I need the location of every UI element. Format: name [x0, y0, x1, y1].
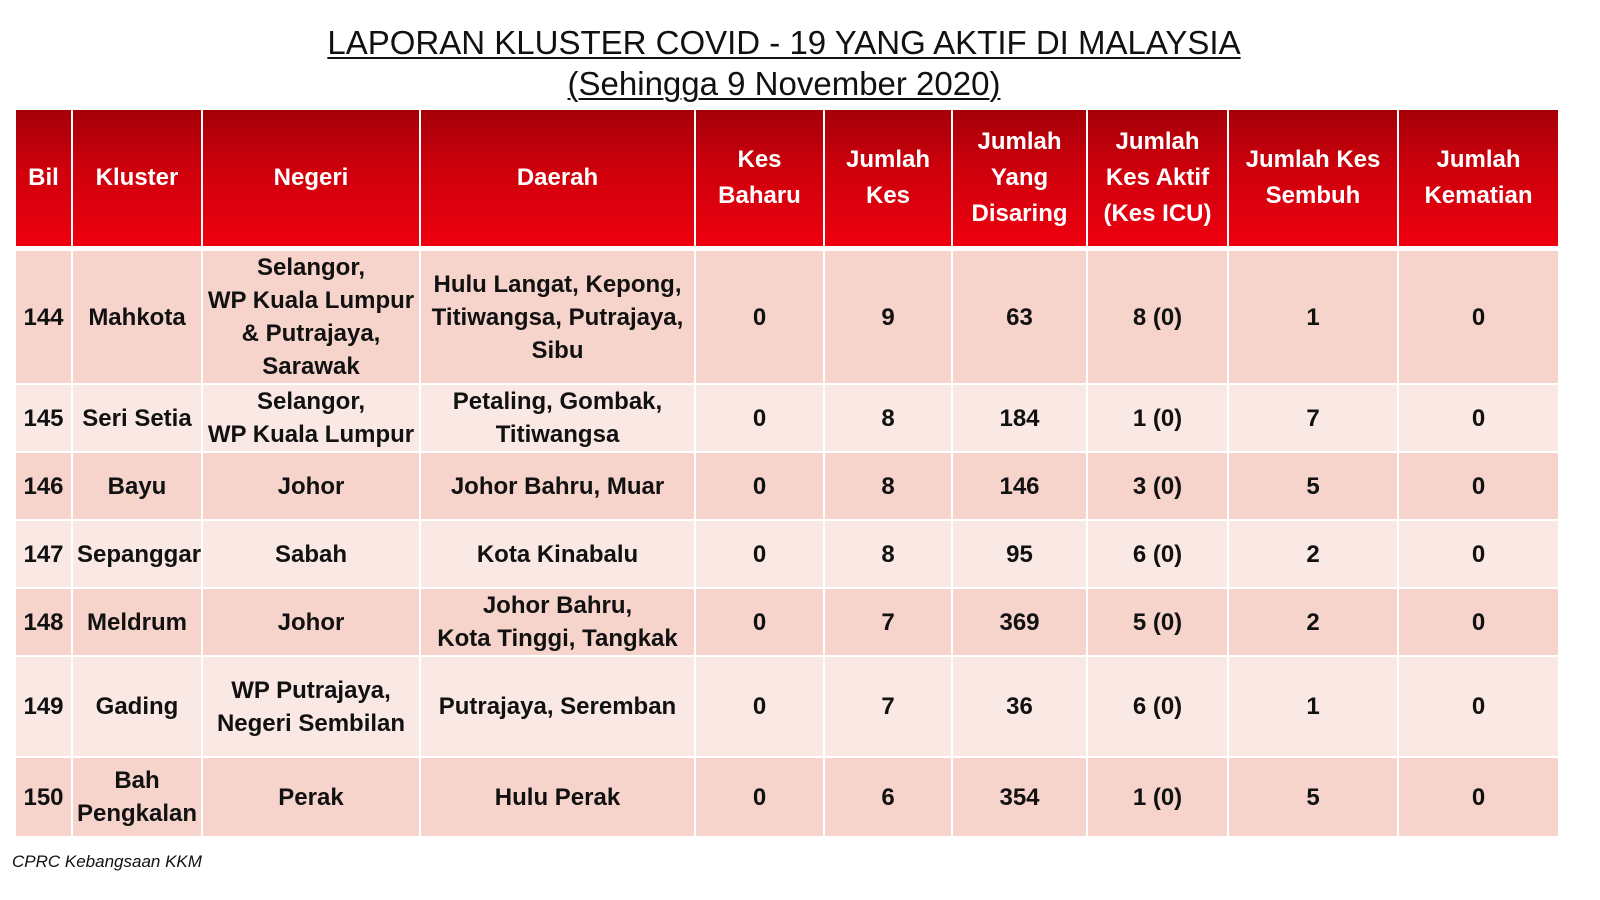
table-body [16, 251, 1558, 838]
header-text-line: Kluster [95, 164, 179, 191]
cell-kluster [73, 251, 201, 385]
cell-jumlah-kes: 7 [825, 657, 951, 758]
cell-text-line: Hulu Langat, Kepong, [433, 270, 682, 298]
cell-kematian: 0 [1399, 453, 1558, 521]
cell-kes-aktif-icu: 1 (0) [1088, 758, 1227, 838]
table-header-row [16, 110, 1558, 251]
table-row [16, 589, 1558, 657]
cell-kes-baharu: 0 [696, 657, 823, 758]
cell-negeri [203, 385, 419, 453]
cell-kluster [73, 385, 201, 453]
cell-text-line: Perak [278, 783, 344, 811]
cell-jumlah-kes: 6 [825, 758, 951, 838]
header-text-line: Kes Aktif [1105, 164, 1210, 191]
header-kematian [1399, 110, 1558, 251]
header-text-line: Jumlah [1115, 128, 1200, 155]
cell-kes-aktif-icu: 3 (0) [1088, 453, 1227, 521]
cell-jumlah-disaring: 146 [953, 453, 1086, 521]
cell-bil: 149 [16, 657, 71, 758]
cell-bil: 150 [16, 758, 71, 838]
cell-text-line: Meldrum [86, 608, 187, 636]
cell-text-line: Titiwangsa, Putrajaya, [431, 303, 684, 331]
cell-jumlah-disaring: 369 [953, 589, 1086, 657]
header-text-line: Disaring [971, 200, 1068, 227]
cell-bil: 145 [16, 385, 71, 453]
cell-kematian: 0 [1399, 657, 1558, 758]
cell-kes-baharu: 0 [696, 385, 823, 453]
header-kluster [73, 110, 201, 251]
cell-kes-sembuh: 5 [1229, 758, 1397, 838]
cell-kematian: 0 [1399, 589, 1558, 657]
header-text-line: Kematian [1424, 182, 1533, 209]
cell-jumlah-disaring: 95 [953, 521, 1086, 589]
cell-text-line: Mahkota [88, 303, 186, 331]
cell-kematian: 0 [1399, 385, 1558, 453]
cell-kes-sembuh: 7 [1229, 385, 1397, 453]
cell-text-line: Sepanggar [77, 540, 202, 568]
cell-jumlah-kes: 7 [825, 589, 951, 657]
header-jumlah-kes [825, 110, 951, 251]
cell-bil: 148 [16, 589, 71, 657]
cluster-table-container [14, 110, 1556, 838]
header-text-line: Yang [990, 164, 1049, 191]
cell-kluster [73, 758, 201, 838]
cell-text-line: Sibu [531, 336, 584, 364]
header-text-line: Jumlah Kes [1245, 146, 1381, 173]
header-kes-sembuh [1229, 110, 1397, 251]
cell-text-line: Bayu [107, 472, 167, 500]
cell-text-line: Johor [277, 608, 345, 636]
header-text-line: Kes [865, 182, 911, 209]
header-text-line: (Kes ICU) [1103, 200, 1212, 227]
cell-negeri [203, 251, 419, 385]
cell-negeri [203, 657, 419, 758]
cell-text-line: Selangor, [256, 388, 366, 415]
cell-text-line: WP Kuala Lumpur [207, 287, 415, 314]
table-row [16, 521, 1558, 589]
cell-daerah [421, 589, 694, 657]
cell-text-line: WP Kuala Lumpur [207, 421, 415, 448]
header-text-line: Baharu [718, 182, 801, 209]
cell-daerah [421, 385, 694, 453]
cell-kematian: 0 [1399, 251, 1558, 385]
header-text-line: Sembuh [1265, 182, 1361, 209]
source-footer: CPRC Kebangsaan KKM [12, 852, 202, 871]
table-row [16, 385, 1558, 453]
table-row [16, 758, 1558, 838]
cell-kes-aktif-icu: 8 (0) [1088, 251, 1227, 385]
cell-text-line: Kota Kinabalu [476, 540, 639, 568]
header-text-line: Negeri [273, 164, 349, 191]
cell-negeri [203, 521, 419, 589]
cell-kes-sembuh: 2 [1229, 589, 1397, 657]
cell-kematian: 0 [1399, 521, 1558, 589]
cell-kes-baharu: 0 [696, 589, 823, 657]
cell-text-line: Sabah [274, 540, 348, 568]
cell-text-line: Selangor, [256, 254, 366, 281]
cell-text-line: Negeri Sembilan [216, 709, 406, 737]
header-text-line: Jumlah [1436, 146, 1521, 173]
cell-text-line: Pengkalan [77, 800, 198, 827]
cell-text-line: Bah [114, 767, 160, 794]
cell-text-line: Johor Bahru, [482, 592, 633, 619]
header-kes-aktif-icu [1088, 110, 1227, 251]
cluster-table [14, 110, 1560, 838]
cell-kes-sembuh: 1 [1229, 251, 1397, 385]
cell-kes-baharu: 0 [696, 758, 823, 838]
cell-jumlah-kes: 8 [825, 385, 951, 453]
header-text-line: Jumlah [977, 128, 1062, 155]
cell-kes-baharu: 0 [696, 453, 823, 521]
cell-jumlah-disaring: 36 [953, 657, 1086, 758]
report-title [0, 22, 1568, 104]
header-text-line: Daerah [516, 164, 599, 191]
cell-jumlah-kes: 9 [825, 251, 951, 385]
cell-jumlah-disaring: 184 [953, 385, 1086, 453]
cell-text-line: Johor [277, 472, 345, 500]
cell-text-line: & Putrajaya, [241, 320, 381, 347]
cell-jumlah-disaring: 354 [953, 758, 1086, 838]
cell-text-line: Johor Bahru, Muar [450, 472, 665, 500]
header-negeri [203, 110, 419, 251]
table-row [16, 251, 1558, 385]
cell-daerah [421, 521, 694, 589]
cell-kluster [73, 589, 201, 657]
cell-bil: 147 [16, 521, 71, 589]
cell-kematian: 0 [1399, 758, 1558, 838]
cell-kluster [73, 453, 201, 521]
cell-kes-aktif-icu: 1 (0) [1088, 385, 1227, 453]
cell-kes-sembuh: 1 [1229, 657, 1397, 758]
header-daerah [421, 110, 694, 251]
cell-kes-aktif-icu: 6 (0) [1088, 521, 1227, 589]
header-jumlah-disaring [953, 110, 1086, 251]
cell-kes-aktif-icu: 6 (0) [1088, 657, 1227, 758]
cell-jumlah-disaring: 63 [953, 251, 1086, 385]
table-row [16, 657, 1558, 758]
cell-kes-baharu: 0 [696, 251, 823, 385]
title-line-1: LAPORAN KLUSTER COVID - 19 YANG AKTIF DI MALAYSIA [327, 24, 1241, 61]
header-text-line: Kes [737, 146, 782, 173]
cell-text-line: Putrajaya, Seremban [438, 693, 677, 720]
cell-daerah [421, 453, 694, 521]
cell-negeri [203, 589, 419, 657]
cell-jumlah-kes: 8 [825, 521, 951, 589]
cell-text-line: Gading [95, 693, 179, 720]
title-line-2: (Sehingga 9 November 2020) [567, 65, 1001, 102]
cell-text-line: Titiwangsa [495, 421, 620, 448]
cell-negeri [203, 758, 419, 838]
cell-text-line: WP Putrajaya, [231, 676, 391, 704]
cell-kes-baharu: 0 [696, 521, 823, 589]
cell-kluster [73, 521, 201, 589]
cell-text-line: Petaling, Gombak, [452, 388, 663, 415]
header-kes-baharu [696, 110, 823, 251]
cell-bil: 146 [16, 453, 71, 521]
cell-bil: 144 [16, 251, 71, 385]
cell-kes-aktif-icu: 5 (0) [1088, 589, 1227, 657]
cell-kes-sembuh: 2 [1229, 521, 1397, 589]
cell-negeri [203, 453, 419, 521]
cell-text-line: Hulu Perak [494, 783, 621, 811]
header-bil [16, 110, 71, 251]
cell-daerah [421, 657, 694, 758]
cell-jumlah-kes: 8 [825, 453, 951, 521]
cell-kluster [73, 657, 201, 758]
cell-text-line: Seri Setia [82, 404, 192, 432]
header-text-line: Bil [28, 164, 59, 191]
cell-text-line: Sarawak [262, 353, 360, 380]
header-text-line: Jumlah [845, 146, 931, 173]
table-row [16, 453, 1558, 521]
cell-daerah [421, 758, 694, 838]
cell-text-line: Kota Tinggi, Tangkak [437, 625, 678, 652]
cell-kes-sembuh: 5 [1229, 453, 1397, 521]
cell-daerah [421, 251, 694, 385]
